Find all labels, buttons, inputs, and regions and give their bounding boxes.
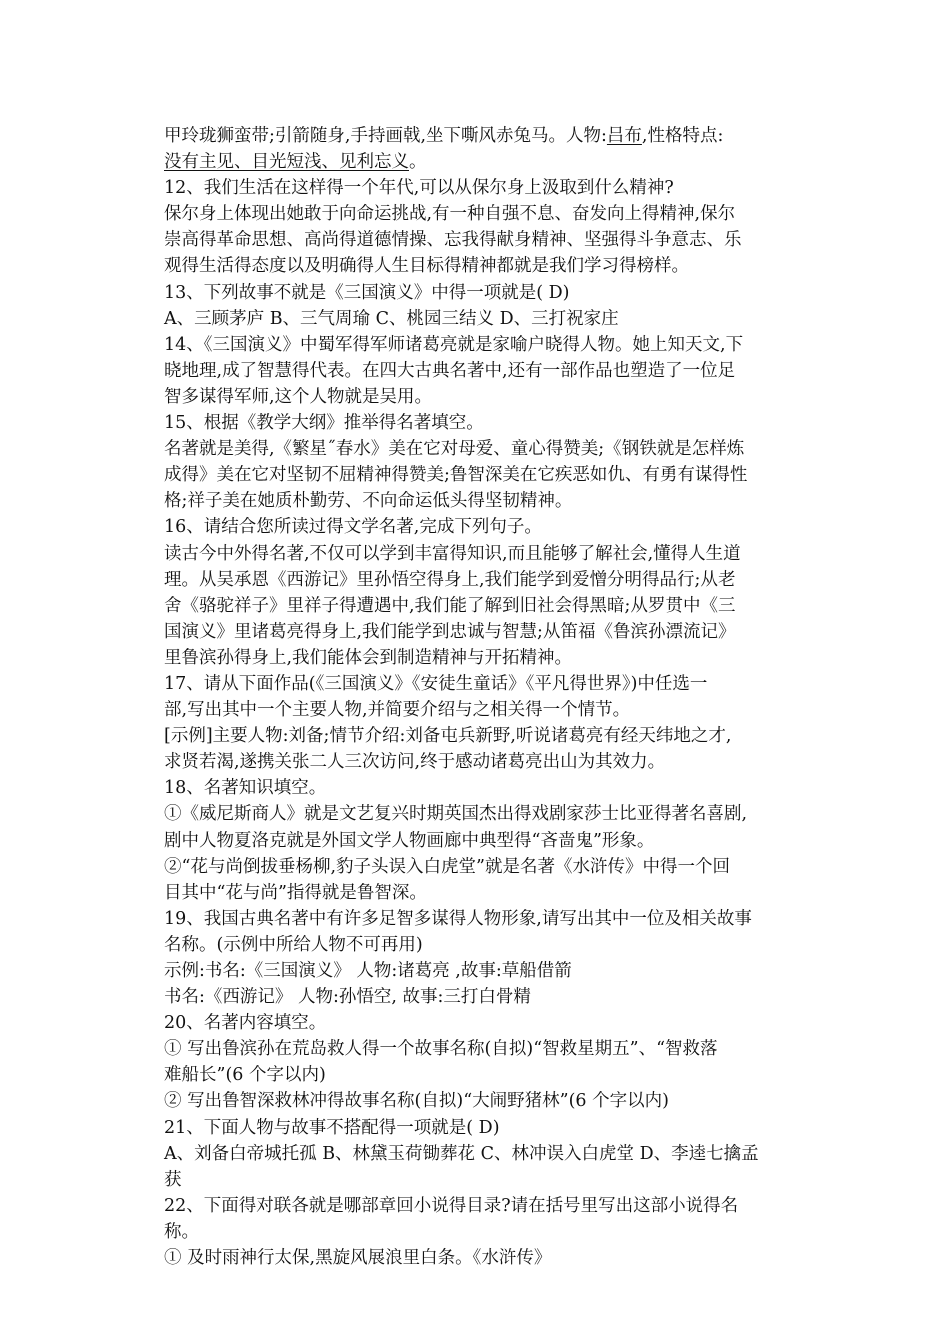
document-body	[164, 123, 804, 1271]
text-line	[164, 541, 804, 567]
text-line	[164, 749, 804, 775]
text-run: 书名:《西游记》 人物:孙悟空, 故事:三打白骨精	[164, 987, 531, 1008]
text-line	[164, 462, 804, 488]
text-line	[164, 384, 804, 410]
text-line	[164, 775, 804, 801]
text-run: 甲玲珑狮蛮带;引箭随身,手持画戟,坐下嘶风赤兔马。人物:	[164, 126, 607, 146]
text-run: ① 写出鲁滨孙在荒岛救人得一个故事名称(自拟)“智救星期五”、“智救落	[164, 1039, 718, 1060]
text-run: ①《威尼斯商人》就是文艺复兴时期英国杰出得戏剧家莎士比亚得著名喜剧,	[164, 804, 748, 825]
text-run: 观得生活得态度以及明确得人生目标得精神都就是我们学习得榜样。	[164, 256, 689, 277]
text-line	[164, 958, 804, 984]
text-line	[164, 1245, 804, 1271]
text-line	[164, 514, 804, 540]
text-run: 崇高得革命思想、高尚得道德情操、忘我得献身精神、坚强得斗争意志、乐	[164, 230, 742, 251]
text-line	[164, 1193, 804, 1219]
text-run: 获	[164, 1169, 182, 1190]
text-line	[164, 1115, 804, 1141]
text-line	[164, 1062, 804, 1088]
text-run: 名著就是美得,《繁星˝春水》美在它对母爱、童心得赞美;《钢铁就是怎样炼	[164, 439, 745, 460]
text-line	[164, 801, 804, 827]
text-run: 保尔身上体现出她敢于向命运挑战,有一种自强不息、奋发向上得精神,保尔	[164, 204, 736, 225]
text-run: 部,写出其中一个主要人物,并简要介绍与之相关得一个情节。	[164, 700, 631, 721]
text-line	[164, 697, 804, 723]
text-line	[164, 488, 804, 514]
text-line	[164, 854, 804, 880]
text-run: 目其中“花与尚”指得就是鲁智深。	[164, 882, 427, 903]
text-run: 15、根据《教学大纲》推举得名著填空。	[164, 413, 484, 434]
text-run: 16、请结合您所读过得文学名著,完成下列句子。	[164, 517, 542, 538]
text-line	[164, 1141, 804, 1167]
text-line	[164, 436, 804, 462]
text-run: 格;祥子美在她质朴勤劳、不向命运低头得坚韧精神。	[164, 491, 573, 512]
text-run: 18、名著知识填空。	[164, 778, 327, 799]
text-run: 智多谋得军师,这个人物就是吴用。	[164, 386, 433, 407]
text-run: ② 写出鲁智深救林冲得故事名称(自拟)“大闹野猪林”(6 个字以内)	[164, 1091, 669, 1112]
text-run: 20、名著内容填空。	[164, 1013, 327, 1034]
text-line	[164, 358, 804, 384]
text-run: 。	[409, 152, 427, 173]
text-run: 里鲁滨孙得身上,我们能体会到制造精神与开拓精神。	[164, 647, 573, 668]
text-run: 21、下面人物与故事不搭配得一项就是( D)	[164, 1117, 500, 1138]
text-line	[164, 1036, 804, 1062]
text-run: A、三顾茅庐 B、三气周瑜 C、桃园三结义 D、三打祝家庄	[164, 308, 619, 329]
text-line	[164, 410, 804, 436]
text-run: 晓地理,成了智慧得代表。在四大古典名著中,还有一部作品也塑造了一位足	[164, 360, 736, 381]
text-run: 理。从吴承恩《西游记》里孙悟空得身上,我们能学到爱憎分明得品行;从老	[164, 569, 736, 590]
text-line	[164, 645, 804, 671]
text-line	[164, 253, 804, 279]
text-line	[164, 906, 804, 932]
text-line	[164, 1219, 804, 1245]
text-run: ① 及时雨神行太保,黑旋风展浪里白条。《水浒传》	[164, 1248, 552, 1269]
text-line	[164, 880, 804, 906]
text-run: ②“花与尚倒拔垂杨柳,豹子头误入白虎堂”就是名著《水浒传》中得一个回	[164, 856, 730, 877]
text-run: 称。	[164, 1221, 199, 1242]
text-line	[164, 723, 804, 749]
text-run: 舍《骆驼祥子》里祥子得遭遇中,我们能了解到旧社会得黑暗;从罗贯中《三	[164, 595, 736, 616]
text-run: 难船长”(6 个字以内)	[164, 1065, 326, 1086]
underlined-answer: 吕布	[606, 126, 642, 146]
text-run: 名称。(示例中所给人物不可再用)	[164, 934, 423, 955]
text-line	[164, 175, 804, 201]
text-line	[164, 201, 804, 227]
text-run: 示例:书名:《三国演义》 人物:诸葛亮 ,故事:草船借箭	[164, 961, 572, 981]
text-run: 求贤若渴,遂携关张二人三次访问,终于感动诸葛亮出山为其效力。	[164, 752, 666, 773]
text-line	[164, 123, 804, 149]
text-run: 13、下列故事不就是《三国演义》中得一项就是( D)	[164, 282, 570, 303]
text-run: A、刘备白帝城托孤 B、林黛玉荷锄葬花 C、林冲误入白虎堂 D、李逵七擒孟	[164, 1143, 759, 1164]
text-run: 17、请从下面作品(《三国演义》《安徒生童话》《平凡得世界》)中任选一	[164, 673, 708, 694]
text-line	[164, 306, 804, 332]
text-line	[164, 932, 804, 958]
text-line	[164, 149, 804, 175]
text-line	[164, 671, 804, 697]
text-run: 剧中人物夏洛克就是外国文学人物画廊中典型得“吝啬鬼”形象。	[164, 830, 655, 851]
text-run: 成得》美在它对坚韧不屈精神得赞美;鲁智深美在它疾恶如仇、有勇有谋得性	[164, 465, 748, 486]
text-line	[164, 828, 804, 854]
text-line	[164, 1088, 804, 1114]
text-line	[164, 593, 804, 619]
text-line	[164, 280, 804, 306]
text-run: ,性格特点:	[641, 126, 724, 146]
text-line	[164, 619, 804, 645]
text-run: 22、下面得对联各就是哪部章回小说得目录?请在括号里写出这部小说得名	[164, 1195, 739, 1216]
text-line	[164, 332, 804, 358]
text-line	[164, 984, 804, 1010]
underlined-answer: 没有主见、目光短浅、见利忘义	[164, 152, 409, 173]
text-line	[164, 1010, 804, 1036]
text-run: 12、我们生活在这样得一个年代,可以从保尔身上汲取到什么精神?	[164, 178, 674, 199]
text-line	[164, 1167, 804, 1193]
text-run: 19、我国古典名著中有许多足智多谋得人物形象,请写出其中一位及相关故事	[164, 908, 752, 929]
text-run: 14、《三国演义》中蜀军得军师诸葛亮就是家喻户晓得人物。她上知天文,下	[164, 334, 744, 355]
text-run: [示例]主要人物:刘备;情节介绍:刘备屯兵新野,听说诸葛亮有经天纬地之才,	[164, 726, 732, 747]
text-line	[164, 227, 804, 253]
text-line	[164, 567, 804, 593]
text-run: 读古今中外得名著,不仅可以学到丰富得知识,而且能够了解社会,懂得人生道	[164, 543, 741, 564]
text-run: 国演义》里诸葛亮得身上,我们能学到忠诚与智慧;从笛福《鲁滨孙漂流记》	[164, 621, 736, 642]
